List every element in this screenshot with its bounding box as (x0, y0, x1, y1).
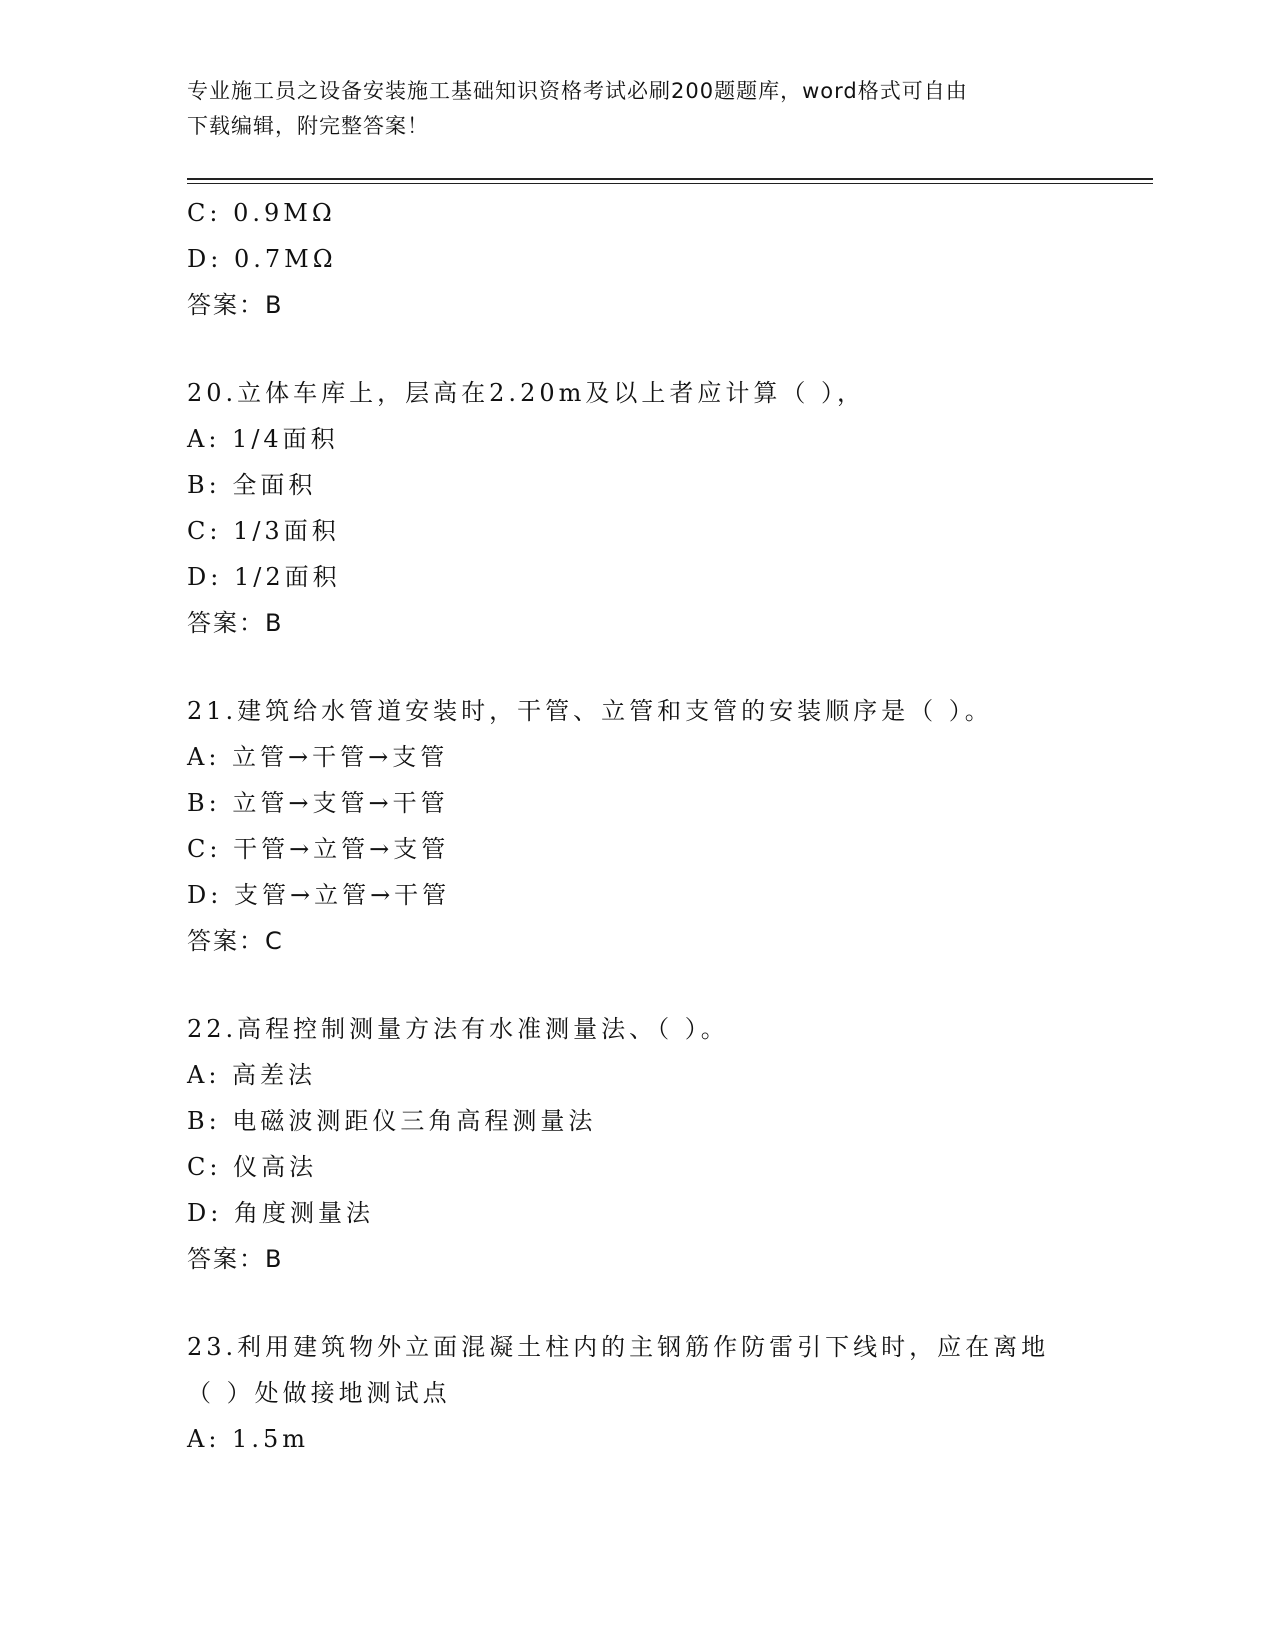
option-d: D: 1/2面积 (187, 563, 341, 591)
option-a: A: 高差法 (187, 1061, 317, 1089)
question-19-tail (187, 190, 1153, 328)
question-stem-line-1: 23.利用建筑物外立面混凝土柱内的主钢筋作防雷引下线时，应在离地 (187, 1333, 1050, 1361)
option-b: B: 电磁波测距仪三角高程测量法 (187, 1107, 597, 1135)
option-b: B: 全面积 (187, 471, 317, 499)
option-d: D: 角度测量法 (187, 1199, 374, 1227)
option-d: D: 0.7MΩ (187, 245, 337, 273)
document-header (187, 74, 1087, 144)
header-divider-thin (187, 183, 1153, 184)
question-stem: 22.高程控制测量方法有水准测量法、（ ）。 (187, 1015, 729, 1043)
question-20 (187, 370, 1153, 646)
answer-line: 答案：B (187, 1245, 284, 1273)
question-stem-line-2: （ ）处做接地测试点 (187, 1379, 451, 1407)
header-title-line-2: 下载编辑，附完整答案！ (187, 114, 429, 138)
question-22 (187, 1006, 1153, 1282)
spacer (187, 1282, 1153, 1324)
question-stem: 20.立体车库上，层高在2.20m及以上者应计算（ ）， (187, 379, 865, 407)
header-title-line-1: 专业施工员之设备安装施工基础知识资格考试必刷200题题库，word格式可自由 (187, 79, 968, 103)
answer-line: 答案：B (187, 609, 284, 637)
option-a: A: 1/4面积 (187, 425, 339, 453)
answer-line: 答案：B (187, 291, 284, 319)
option-c: C: 仪高法 (187, 1153, 318, 1181)
question-stem: 21.建筑给水管道安装时，干管、立管和支管的安装顺序是（ ）。 (187, 697, 993, 725)
option-b: B: 立管→支管→干管 (187, 789, 449, 817)
question-21 (187, 688, 1153, 964)
question-23 (187, 1324, 1153, 1462)
option-d: D: 支管→立管→干管 (187, 881, 451, 909)
spacer (187, 328, 1153, 370)
option-a: A: 1.5m (187, 1425, 309, 1453)
option-c: C: 0.9MΩ (187, 199, 336, 227)
answer-line: 答案：C (187, 927, 284, 955)
question-list (187, 190, 1153, 1462)
option-c: C: 1/3面积 (187, 517, 340, 545)
option-a: A: 立管→干管→支管 (187, 743, 449, 771)
option-c: C: 干管→立管→支管 (187, 835, 450, 863)
spacer (187, 646, 1153, 688)
spacer (187, 964, 1153, 1006)
header-divider-thick (187, 178, 1153, 180)
